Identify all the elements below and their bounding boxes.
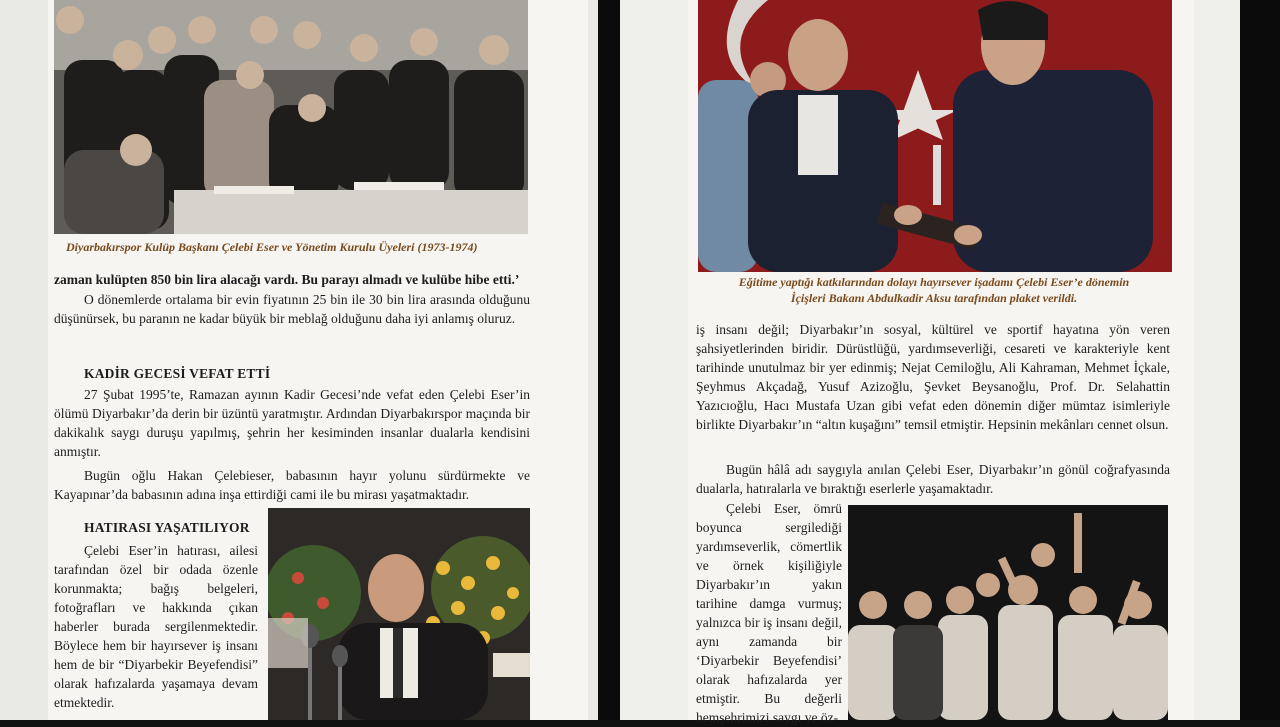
plaque-photo: [698, 0, 1172, 272]
paragraph-memory: [54, 541, 258, 712]
board-photo-caption: Diyarbakırspor Kulüp Başkanı Çelebi Eser ve Yönetim Kurulu Üyeleri (1973-1974): [66, 240, 478, 254]
speech-photo: [268, 508, 530, 720]
paragraph-legacy: [696, 499, 842, 727]
paragraph-son: [54, 466, 530, 504]
paragraph-house-price: [54, 290, 530, 328]
quote-line: zaman kulüpten 850 bin lira alacağı vardı. Bu parayı almadı ve kulübe hibe etti.’: [54, 272, 520, 287]
right-edge: [1240, 0, 1280, 720]
celebration-photo: [848, 505, 1168, 720]
paragraph-remembered-text: Bugün hâlâ adı saygıyla anılan Çelebi Eser, Diyarbakır’ın gönül coğrafyasında dualarla, hatıralarla ve bıraktığı eserlerle yaşamaktadır.: [696, 462, 1170, 496]
heading-kadir-gecesi: KADİR GECESİ VEFAT ETTİ: [84, 366, 271, 381]
paragraph-son-text: Bugün oğlu Hakan Çelebieser, babasının hayır yolunu sürdürmekte ve Kayapınar’da babasının adına inşa ettirdiği cami ile bu mirası yaşatmaktadır.: [54, 468, 530, 502]
heading-hatirasi: HATIRASI YAŞATILIYOR: [84, 520, 250, 535]
board-members-photo-art: [54, 0, 528, 234]
right-page: [688, 0, 1194, 725]
paragraph-remembered: [696, 460, 1170, 498]
plaque-photo-caption: Eğitime yaptığı katkılarından dolayı hayırsever işadamı Çelebi Eser’e dönemin İçişleri Bakanı Abdulkadir Aksu tarafından plaket verildi.: [738, 275, 1130, 306]
left-page: [48, 0, 588, 720]
speech-photo-art: [268, 508, 530, 720]
paragraph-character: [696, 320, 1170, 434]
paragraph-death: [54, 385, 530, 461]
paragraph-death-text: 27 Şubat 1995’te, Ramazan ayının Kadir Gecesi’nde vefat eden Çelebi Eser’in ölümü Diyarbakır’da derin bir üzüntü yaratmıştır. Ardından Diyarbakırspor maçında bir dakikalık saygı duruşu yapılmış, şehrin her kesiminden insanlar dualarla kendisini anmıştır.: [54, 387, 530, 459]
paragraph-legacy-text: Çelebi Eser, ömrü boyunca sergilediği yardımseverlik, cömertlik ve örnek kişiliğiyle Diyarbakır’ın yakın tarihine damga vurmuş; yalnızca bir iş insanı değil, aynı zamanda bir ‘Diyarbekir Beyefendisi’ olarak hafızalarda yer etmiştir. Bu değerli hemşehrimizi saygı ve öz-: [696, 501, 842, 725]
paragraph-memory-text: Çelebi Eser’in hatırası, ailesi tarafından özel bir odada özenle korunmakta; bağış belgeleri, fotoğrafları ve hakkında çıkan haberler burada sergilenmektedir. Böylece hem bir hayırsever iş insanı hem de bir “Diyarbekir Beyefendisi” olarak hafızalarda yaşamaya devam etmektedir.: [54, 543, 258, 710]
paragraph-character-text: iş insanı değil; Diyarbakır’ın sosyal, kültürel ve sportif hayatına yön veren şahsiyetlerinden biridir. Dürüstlüğü, yardımseverliği, cesareti ve karakteriyle kent tarihinde unutulmaz bir yer edinmiş; Nejat Cemiloğlu, Ali Kahraman, Mehmet İçkale, Şeyhmus Akçadağ, Yusuf Azizoğlu, Şevket Beysanoğlu, Prof. Dr. Selahattin Yazıcıoğlu, Hacı Mustafa Uzan gibi vefat eden dönemin diğer mümtaz isimleriyle birlikte Diyarbakır’ın “altın kuşağını” temsil etmiştir. Hepsinin mekânları cennet olsun.: [696, 322, 1170, 432]
plaque-photo-art: [698, 0, 1172, 272]
paragraph-house-price-text: O dönemlerde ortalama bir evin fiyatının 25 bin ile 30 bin lira arasında olduğunu düşünürsek, bu paranın ne kadar büyük bir meblağ olduğunu daha iyi anlamış oluruz.: [54, 292, 530, 326]
celebration-photo-art: [848, 505, 1168, 720]
page-gutter: [598, 0, 620, 720]
board-members-photo: [54, 0, 528, 234]
